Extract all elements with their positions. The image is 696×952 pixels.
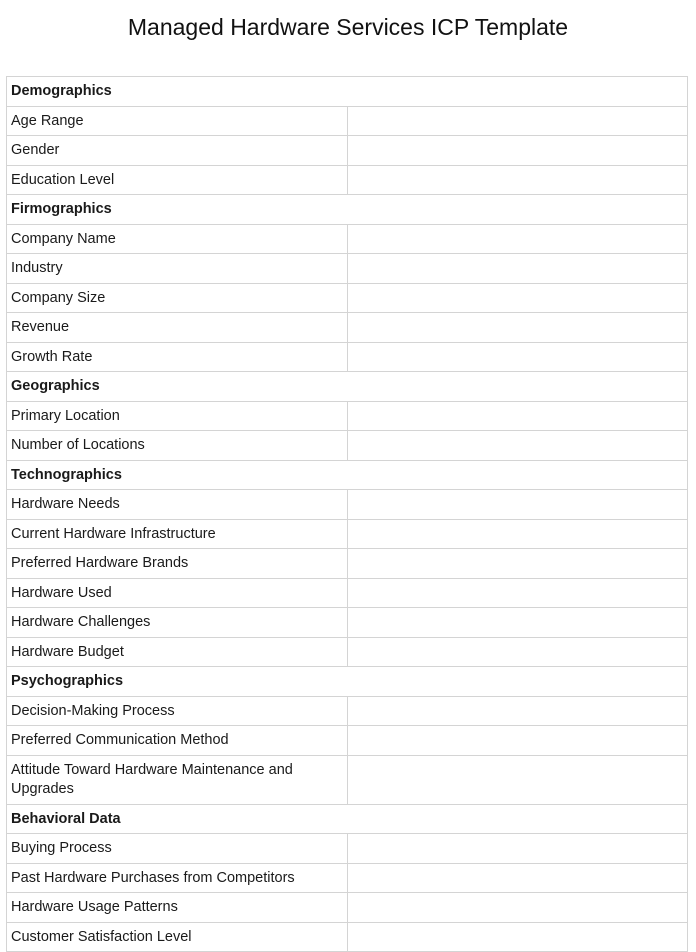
section-header-row <box>7 77 688 107</box>
field-value-cell[interactable] <box>347 224 688 254</box>
section-header-row <box>7 195 688 225</box>
field-label: Education Level <box>7 165 348 195</box>
table-row <box>7 342 688 372</box>
table-row <box>7 863 688 893</box>
table-row <box>7 490 688 520</box>
field-value-cell[interactable] <box>347 922 688 952</box>
field-label: Age Range <box>7 106 348 136</box>
section-header-row <box>7 667 688 697</box>
field-value-cell[interactable] <box>347 106 688 136</box>
field-label: Current Hardware Infrastructure <box>7 519 348 549</box>
field-value-cell[interactable] <box>347 893 688 923</box>
field-label: Hardware Challenges <box>7 608 348 638</box>
field-value-cell[interactable] <box>347 165 688 195</box>
section-heading: Technographics <box>7 460 688 490</box>
field-label: Industry <box>7 254 348 284</box>
section-heading: Demographics <box>7 77 688 107</box>
table-row <box>7 696 688 726</box>
field-label: Hardware Budget <box>7 637 348 667</box>
field-value-cell[interactable] <box>347 313 688 343</box>
table-row <box>7 549 688 579</box>
page-title: Managed Hardware Services ICP Template <box>127 14 569 40</box>
table-row <box>7 834 688 864</box>
field-label: Past Hardware Purchases from Competitors <box>7 863 348 893</box>
field-value-cell[interactable] <box>347 608 688 638</box>
table-row <box>7 726 688 756</box>
field-label: Preferred Communication Method <box>7 726 348 756</box>
section-heading: Geographics <box>7 372 688 402</box>
field-value-cell[interactable] <box>347 431 688 461</box>
field-value-cell[interactable] <box>347 136 688 166</box>
field-label: Preferred Hardware Brands <box>7 549 348 579</box>
section-heading: Behavioral Data <box>7 804 688 834</box>
table-row <box>7 519 688 549</box>
table-row <box>7 224 688 254</box>
table-row <box>7 608 688 638</box>
table-row <box>7 893 688 923</box>
table-row <box>7 165 688 195</box>
table-row <box>7 136 688 166</box>
table-row <box>7 755 688 804</box>
field-value-cell[interactable] <box>347 519 688 549</box>
table-row <box>7 283 688 313</box>
field-value-cell[interactable] <box>347 578 688 608</box>
table-row <box>7 922 688 952</box>
field-label: Hardware Used <box>7 578 348 608</box>
field-label: Gender <box>7 136 348 166</box>
field-value-cell[interactable] <box>347 283 688 313</box>
field-value-cell[interactable] <box>347 726 688 756</box>
section-heading: Firmographics <box>7 195 688 225</box>
field-label: Company Name <box>7 224 348 254</box>
field-value-cell[interactable] <box>347 549 688 579</box>
section-header-row <box>7 460 688 490</box>
field-label: Primary Location <box>7 401 348 431</box>
table-row <box>7 431 688 461</box>
field-value-cell[interactable] <box>347 401 688 431</box>
table-row <box>7 106 688 136</box>
field-value-cell[interactable] <box>347 696 688 726</box>
section-heading: Psychographics <box>7 667 688 697</box>
table-row <box>7 637 688 667</box>
table-row <box>7 313 688 343</box>
field-label: Attitude Toward Hardware Maintenance and Upgrades <box>7 755 348 804</box>
field-label: Growth Rate <box>7 342 348 372</box>
field-label: Buying Process <box>7 834 348 864</box>
field-value-cell[interactable] <box>347 755 688 804</box>
field-label: Decision-Making Process <box>7 696 348 726</box>
field-label: Hardware Usage Patterns <box>7 893 348 923</box>
field-value-cell[interactable] <box>347 342 688 372</box>
field-value-cell[interactable] <box>347 863 688 893</box>
field-value-cell[interactable] <box>347 637 688 667</box>
table-row <box>7 401 688 431</box>
field-label: Customer Satisfaction Level <box>7 922 348 952</box>
field-label: Company Size <box>7 283 348 313</box>
field-label: Revenue <box>7 313 348 343</box>
table-row <box>7 578 688 608</box>
table-row <box>7 254 688 284</box>
field-label: Number of Locations <box>7 431 348 461</box>
field-label: Hardware Needs <box>7 490 348 520</box>
field-value-cell[interactable] <box>347 834 688 864</box>
icp-template-table <box>6 76 688 952</box>
field-value-cell[interactable] <box>347 254 688 284</box>
section-header-row <box>7 372 688 402</box>
section-header-row <box>7 804 688 834</box>
field-value-cell[interactable] <box>347 490 688 520</box>
